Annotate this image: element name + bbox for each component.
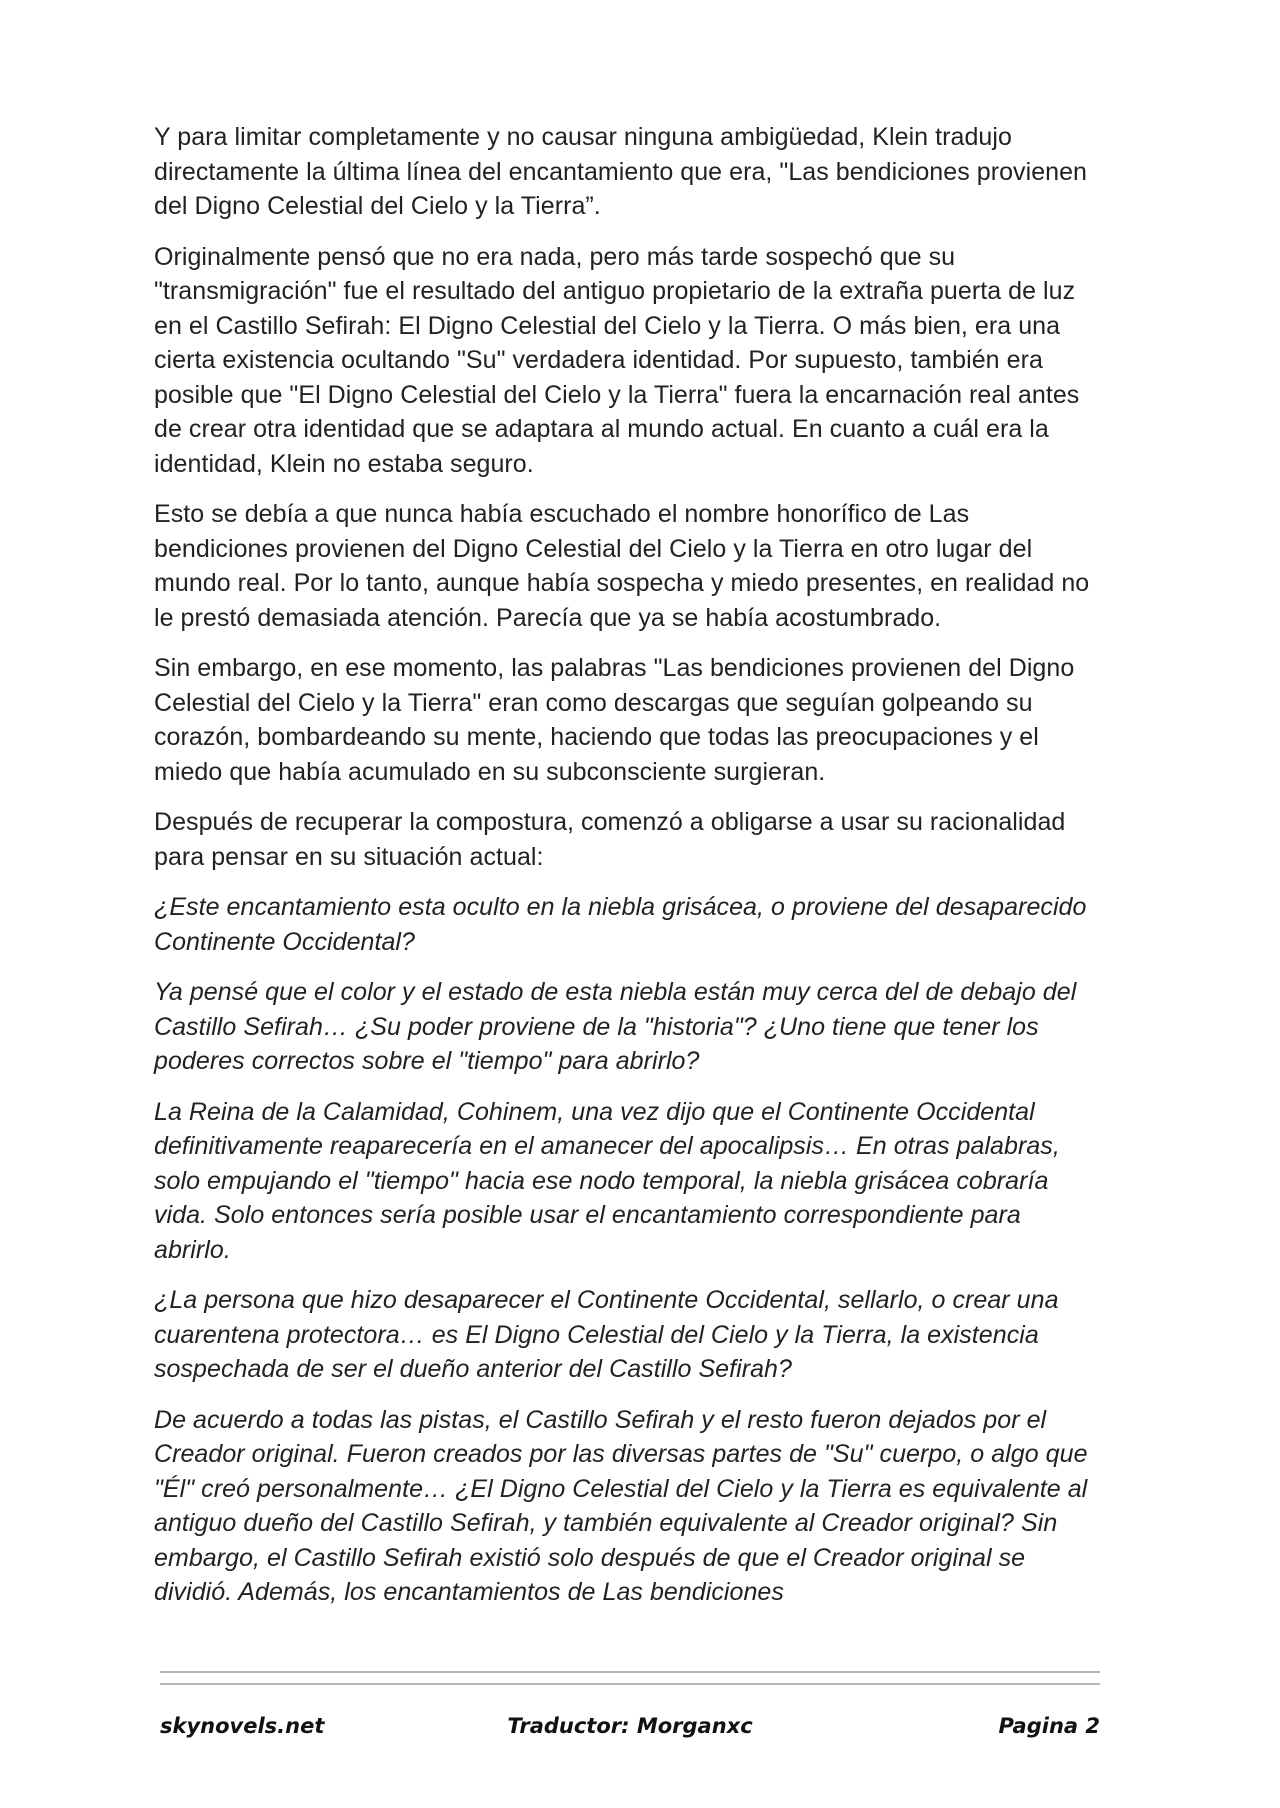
paragraph: Originalmente pensó que no era nada, pero más tarde sospechó que su "transmigración" fue el resultado del antiguo propietario de la extraña puerta de luz en el Castillo Sefirah: El Digno Celestial del Cielo y la Tierra. O más bien, era una cierta existencia ocultando "Su" verdadera identidad. Por supuesto, también era posible que "El Digno Celestial del Cielo y la Tierra" fuera la encarnación real antes de crear otra identidad que se adaptara al mundo actual. En cuanto a cuál era la identidad, Klein no estaba seguro. <box>154 242 1080 478</box>
footer-page-number: Pagina 2 <box>998 1714 1100 1738</box>
paragraph: Y para limitar completamente y no causar ninguna ambigüedad, Klein tradujo directamente la última línea del encantamiento que era, "Las bendiciones provienen del Digno Celestial del Cielo y la Tierra”. <box>154 123 1088 220</box>
italic-paragraph: La Reina de la Calamidad, Cohinem, una vez dijo que el Continente Occidental definitivamente reaparecería en el amanecer del apocalipsis… En otras palabras, solo empujando el "tiempo" hacia ese nodo temporal, la niebla grisácea cobraría vida. Solo entonces sería posible usar el encantamiento correspondiente para abrirlo. <box>154 1097 1060 1264</box>
paragraph: Esto se debía a que nunca había escuchado el nombre honorífico de Las bendiciones provienen del Digno Celestial del Cielo y la Tierra en otro lugar del mundo real. Por lo tanto, aunque había sospecha y miedo presentes, en realidad no le prestó demasiada atención. Parecía que ya se había acostumbrado. <box>154 500 1090 632</box>
paragraph: Sin embargo, en ese momento, las palabras "Las bendiciones provienen del Digno Celestial del Cielo y la Tierra" eran como descargas que seguían golpeando su corazón, bombardeando su mente, haciendo que todas las preocupaciones y el miedo que había acumulado en su subconsciente surgieran. <box>154 654 1075 786</box>
footer-divider-top <box>160 1671 1100 1673</box>
footer-site: skynovels.net <box>160 1714 325 1738</box>
italic-paragraph: ¿La persona que hizo desaparecer el Continente Occidental, sellarlo, o crear una cuarentena protectora… es El Digno Celestial del Cielo y la Tierra, la existencia sospechada de ser el dueño anterior del Castillo Sefirah? <box>154 1286 1059 1383</box>
footer-translator: Traductor: Morganxc <box>507 1714 753 1738</box>
italic-paragraph: De acuerdo a todas las pistas, el Castillo Sefirah y el resto fueron dejados por el Creador original. Fueron creados por las diversas partes de "Su" cuerpo, o algo que "Él" creó personalmente… ¿El Digno Celestial del Cielo y la Tierra es equivalente al antiguo dueño del Castillo Sefirah, y también equivalente al Creador original? Sin embargo, el Castillo Sefirah existió solo después de que el Creador original se dividió. Además, los encantamientos de Las bendiciones <box>154 1405 1088 1606</box>
footer-divider-bottom <box>160 1683 1100 1685</box>
paragraph: Después de recuperar la compostura, comenzó a obligarse a usar su racionalidad para pensar en su situación actual: <box>154 808 1066 871</box>
italic-paragraph: Ya pensé que el color y el estado de esta niebla están muy cerca del de debajo del Castillo Sefirah… ¿Su poder proviene de la "historia"? ¿Uno tiene que tener los poderes correctos sobre el "tiempo" para abrirlo? <box>154 978 1077 1075</box>
page-footer <box>160 1714 1100 1750</box>
document-body <box>154 120 1104 1626</box>
italic-paragraph: ¿Este encantamiento esta oculto en la niebla grisácea, o proviene del desaparecido Continente Occidental? <box>154 893 1087 956</box>
